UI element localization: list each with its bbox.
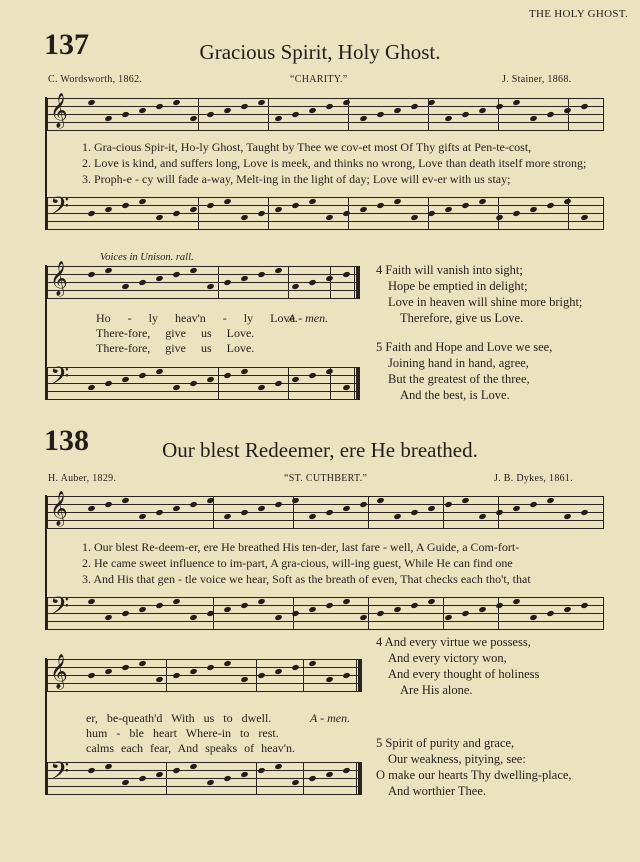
note-head xyxy=(240,103,248,110)
verse-line: Hope be emptied in delight; xyxy=(388,279,528,293)
note-head xyxy=(427,210,435,217)
note-head xyxy=(87,99,95,106)
note-head xyxy=(512,505,520,512)
note-head xyxy=(393,198,401,205)
treble-clef-icon: 𝄞 xyxy=(50,655,68,688)
note-head xyxy=(138,606,146,613)
note-head xyxy=(478,198,486,205)
bass-clef-icon: 𝄢 xyxy=(50,193,70,226)
note-head xyxy=(563,198,571,205)
bass-clef-icon: 𝄢 xyxy=(50,363,70,396)
note-head xyxy=(87,672,95,679)
note-head xyxy=(461,610,469,617)
note-head xyxy=(495,509,503,516)
note-head xyxy=(359,614,367,621)
note-head xyxy=(121,610,129,617)
note-head xyxy=(308,107,316,114)
note-head xyxy=(546,610,554,617)
note-head xyxy=(308,279,316,286)
note-head xyxy=(223,660,231,667)
note-head xyxy=(121,664,129,671)
note-head xyxy=(155,214,163,221)
verse-line: And the best, is Love. xyxy=(400,388,510,402)
note-head xyxy=(172,672,180,679)
note-head xyxy=(87,767,95,774)
note-head xyxy=(155,275,163,282)
note-head xyxy=(546,111,554,118)
note-head xyxy=(444,115,452,122)
note-head xyxy=(376,497,384,504)
verse-line: Therefore, give us Love. xyxy=(400,311,524,325)
note-head xyxy=(410,214,418,221)
note-head xyxy=(325,602,333,609)
direction-text: Voices in Unison. rall. xyxy=(100,252,194,263)
note-head xyxy=(274,614,282,621)
note-head xyxy=(325,509,333,516)
note-head xyxy=(342,271,350,278)
note-head xyxy=(172,99,180,106)
verse-5 xyxy=(376,339,552,403)
hymn-author: H. Auber, 1829. xyxy=(48,473,117,484)
verse-line: And every victory won, xyxy=(388,651,507,665)
note-head xyxy=(580,509,588,516)
note-head xyxy=(274,380,282,387)
note-head xyxy=(444,206,452,213)
verse-line: 5 Spirit of purity and grace, xyxy=(376,736,515,750)
verse-line: 4 And every virtue we possess, xyxy=(376,635,531,649)
amen: A - men. xyxy=(288,311,329,325)
note-head xyxy=(410,103,418,110)
note-head xyxy=(206,283,214,290)
note-head xyxy=(359,115,367,122)
note-head xyxy=(206,664,214,671)
note-head xyxy=(478,513,486,520)
note-head xyxy=(223,372,231,379)
note-head xyxy=(104,614,112,621)
note-head xyxy=(206,111,214,118)
note-head xyxy=(342,384,350,391)
note-head xyxy=(342,767,350,774)
note-head xyxy=(274,206,282,213)
note-head xyxy=(257,99,265,106)
treble-staff xyxy=(46,492,604,529)
note-head xyxy=(223,775,231,782)
note-head xyxy=(257,210,265,217)
note-head xyxy=(512,99,520,106)
lyric-line: There-fore, give us Love. xyxy=(96,341,255,355)
section-header: THE HOLY GHOST. xyxy=(528,8,628,20)
hymn-title: Our blest Redeemer, ere He breathed. xyxy=(162,438,478,462)
composer: J. Stainer, 1868. xyxy=(502,74,572,85)
note-head xyxy=(138,775,146,782)
note-head xyxy=(240,602,248,609)
note-head xyxy=(308,198,316,205)
note-head xyxy=(104,668,112,675)
note-head xyxy=(376,111,384,118)
note-head xyxy=(189,501,197,508)
lyric-line: er, be-queath'd With us to dwell. xyxy=(86,711,272,725)
note-head xyxy=(240,275,248,282)
note-head xyxy=(512,210,520,217)
note-head xyxy=(410,602,418,609)
note-head xyxy=(495,103,503,110)
note-head xyxy=(172,598,180,605)
note-head xyxy=(104,501,112,508)
note-head xyxy=(580,103,588,110)
note-head xyxy=(529,206,537,213)
note-head xyxy=(291,497,299,504)
note-head xyxy=(172,271,180,278)
note-head xyxy=(189,614,197,621)
note-head xyxy=(274,267,282,274)
lyric-line: There-fore, give us Love. xyxy=(96,326,255,340)
hymn-number: 138 xyxy=(44,424,89,457)
treble-staff xyxy=(46,94,604,131)
verse-line: O make our hearts Thy dwelling-place, xyxy=(376,768,572,782)
note-head xyxy=(172,505,180,512)
note-head xyxy=(563,107,571,114)
note-head xyxy=(546,497,554,504)
note-head xyxy=(121,202,129,209)
note-head xyxy=(376,202,384,209)
note-head xyxy=(427,99,435,106)
note-head xyxy=(240,214,248,221)
bass-clef-icon: 𝄢 xyxy=(50,593,70,626)
note-head xyxy=(563,606,571,613)
note-head xyxy=(206,376,214,383)
note-head xyxy=(138,372,146,379)
note-head xyxy=(342,505,350,512)
note-head xyxy=(512,598,520,605)
lyric-line: 3. And His that gen - tle voice we hear, Soft as the breath of even, That checks each tho't, that xyxy=(82,572,531,586)
lyric-line: 1. Gra-cious Spir-it, Ho-ly Ghost, Taught by Thee we cov-et most Of Thy gifts at Pen-te-cost, xyxy=(82,140,532,154)
note-head xyxy=(138,660,146,667)
note-head xyxy=(257,672,265,679)
note-head xyxy=(274,668,282,675)
note-head xyxy=(257,271,265,278)
verse-line: And every thought of holiness xyxy=(388,667,540,681)
note-head xyxy=(223,107,231,114)
bass-staff xyxy=(46,758,362,795)
bass-clef-icon: 𝄢 xyxy=(50,758,70,791)
note-head xyxy=(308,660,316,667)
note-head xyxy=(274,115,282,122)
note-head xyxy=(189,267,197,274)
verse-line: 5 Faith and Hope and Love we see, xyxy=(376,340,553,354)
note-head xyxy=(121,111,129,118)
note-head xyxy=(580,602,588,609)
hymn-title: Gracious Spirit, Holy Ghost. xyxy=(199,40,441,64)
verse-line: Love in heaven will shine more bright; xyxy=(388,295,583,309)
note-head xyxy=(291,202,299,209)
tune-name: “CHARITY.” xyxy=(290,74,348,85)
note-head xyxy=(291,664,299,671)
note-head xyxy=(325,676,333,683)
note-head xyxy=(308,606,316,613)
note-head xyxy=(291,779,299,786)
verse-line: But the greatest of the three, xyxy=(388,372,530,386)
note-head xyxy=(189,380,197,387)
note-head xyxy=(87,210,95,217)
note-head xyxy=(87,505,95,512)
note-head xyxy=(121,497,129,504)
note-head xyxy=(206,779,214,786)
note-head xyxy=(240,509,248,516)
note-head xyxy=(223,513,231,520)
note-head xyxy=(359,501,367,508)
bass-staff xyxy=(46,193,604,230)
verse-line: 4 Faith will vanish into sight; xyxy=(376,263,523,277)
note-head xyxy=(342,210,350,217)
note-head xyxy=(257,505,265,512)
note-head xyxy=(155,676,163,683)
note-head xyxy=(359,206,367,213)
note-head xyxy=(240,368,248,375)
note-head xyxy=(87,271,95,278)
note-head xyxy=(291,610,299,617)
note-head xyxy=(206,202,214,209)
note-head xyxy=(444,614,452,621)
note-head xyxy=(121,779,129,786)
note-head xyxy=(189,668,197,675)
note-head xyxy=(104,115,112,122)
note-head xyxy=(478,107,486,114)
note-head xyxy=(223,198,231,205)
note-head xyxy=(189,763,197,770)
note-head xyxy=(155,103,163,110)
hymn-number: 137 xyxy=(44,28,89,61)
note-head xyxy=(308,372,316,379)
note-head xyxy=(529,501,537,508)
note-head xyxy=(274,501,282,508)
note-head xyxy=(393,606,401,613)
note-head xyxy=(427,505,435,512)
note-head xyxy=(563,513,571,520)
tune-name: “ST. CUTHBERT.” xyxy=(284,473,368,484)
lyric-line: 1. Our blest Re-deem-er, ere He breathed His ten-der, last fare - well, A Guide, a Com-fort- xyxy=(82,540,520,554)
note-head xyxy=(325,368,333,375)
note-head xyxy=(393,107,401,114)
note-head xyxy=(427,598,435,605)
note-head xyxy=(155,771,163,778)
note-head xyxy=(410,509,418,516)
note-head xyxy=(223,606,231,613)
note-head xyxy=(155,602,163,609)
note-head xyxy=(87,384,95,391)
note-head xyxy=(138,279,146,286)
note-head xyxy=(529,614,537,621)
treble-clef-icon: 𝄞 xyxy=(50,262,68,295)
lyric-line: 3. Proph-e - cy will fade a-way, Melt-ing in the light of day; Love will ev-er with us stay; xyxy=(82,172,511,186)
treble-staff xyxy=(46,262,360,299)
verse-line: Our weakness, pitying, see: xyxy=(388,752,526,766)
verse-4 xyxy=(376,634,539,698)
note-head xyxy=(240,771,248,778)
note-head xyxy=(546,202,554,209)
note-head xyxy=(325,275,333,282)
note-head xyxy=(104,763,112,770)
note-head xyxy=(172,767,180,774)
note-head xyxy=(495,602,503,609)
lyric-line: calms each fear, And speaks of heav'n. xyxy=(86,741,295,755)
note-head xyxy=(121,283,129,290)
note-head xyxy=(325,214,333,221)
note-head xyxy=(104,206,112,213)
note-head xyxy=(376,610,384,617)
note-head xyxy=(342,598,350,605)
treble-staff xyxy=(46,655,362,692)
lyric-line: 2. Love is kind, and suffers long, Love is meek, and thinks no wrong, Love than death itself more strong; xyxy=(82,156,587,170)
note-head xyxy=(104,267,112,274)
treble-clef-icon: 𝄞 xyxy=(50,492,68,525)
bass-staff xyxy=(46,593,604,630)
note-head xyxy=(393,513,401,520)
note-head xyxy=(308,775,316,782)
note-head xyxy=(495,214,503,221)
note-head xyxy=(444,501,452,508)
verse-line: Are His alone. xyxy=(400,683,473,697)
verse-5 xyxy=(376,735,572,799)
note-head xyxy=(291,376,299,383)
note-head xyxy=(172,384,180,391)
note-head xyxy=(461,111,469,118)
note-head xyxy=(155,509,163,516)
composer: J. B. Dykes, 1861. xyxy=(494,473,574,484)
note-head xyxy=(189,206,197,213)
note-head xyxy=(342,672,350,679)
amen: A - men. xyxy=(310,711,351,725)
lyric-line: Ho - ly heav'n - ly Love. xyxy=(96,311,298,325)
note-head xyxy=(308,513,316,520)
treble-clef-icon: 𝄞 xyxy=(50,94,68,127)
note-head xyxy=(274,763,282,770)
note-head xyxy=(223,279,231,286)
note-head xyxy=(257,767,265,774)
note-head xyxy=(529,115,537,122)
verse-4 xyxy=(376,262,582,326)
verse-line: Joining hand in hand, agree, xyxy=(388,356,529,370)
lyric-line: 2. He came sweet influence to im-part, A gra-cious, will-ing guest, While He can find one xyxy=(82,556,513,570)
hymn-author: C. Wordsworth, 1862. xyxy=(48,74,143,85)
note-head xyxy=(580,214,588,221)
note-head xyxy=(291,283,299,290)
note-head xyxy=(138,198,146,205)
note-head xyxy=(121,376,129,383)
note-head xyxy=(138,107,146,114)
bass-staff xyxy=(46,363,360,400)
note-head xyxy=(325,771,333,778)
note-head xyxy=(325,103,333,110)
note-head xyxy=(189,115,197,122)
note-head xyxy=(478,606,486,613)
note-head xyxy=(104,380,112,387)
note-head xyxy=(461,202,469,209)
note-head xyxy=(155,368,163,375)
note-head xyxy=(87,598,95,605)
note-head xyxy=(291,111,299,118)
note-head xyxy=(257,384,265,391)
note-head xyxy=(257,598,265,605)
note-head xyxy=(172,210,180,217)
note-head xyxy=(342,99,350,106)
note-head xyxy=(240,676,248,683)
note-head xyxy=(138,513,146,520)
note-head xyxy=(461,497,469,504)
verse-line: And worthier Thee. xyxy=(388,784,487,798)
lyric-line: hum - ble heart Where-in to rest. xyxy=(86,726,279,740)
